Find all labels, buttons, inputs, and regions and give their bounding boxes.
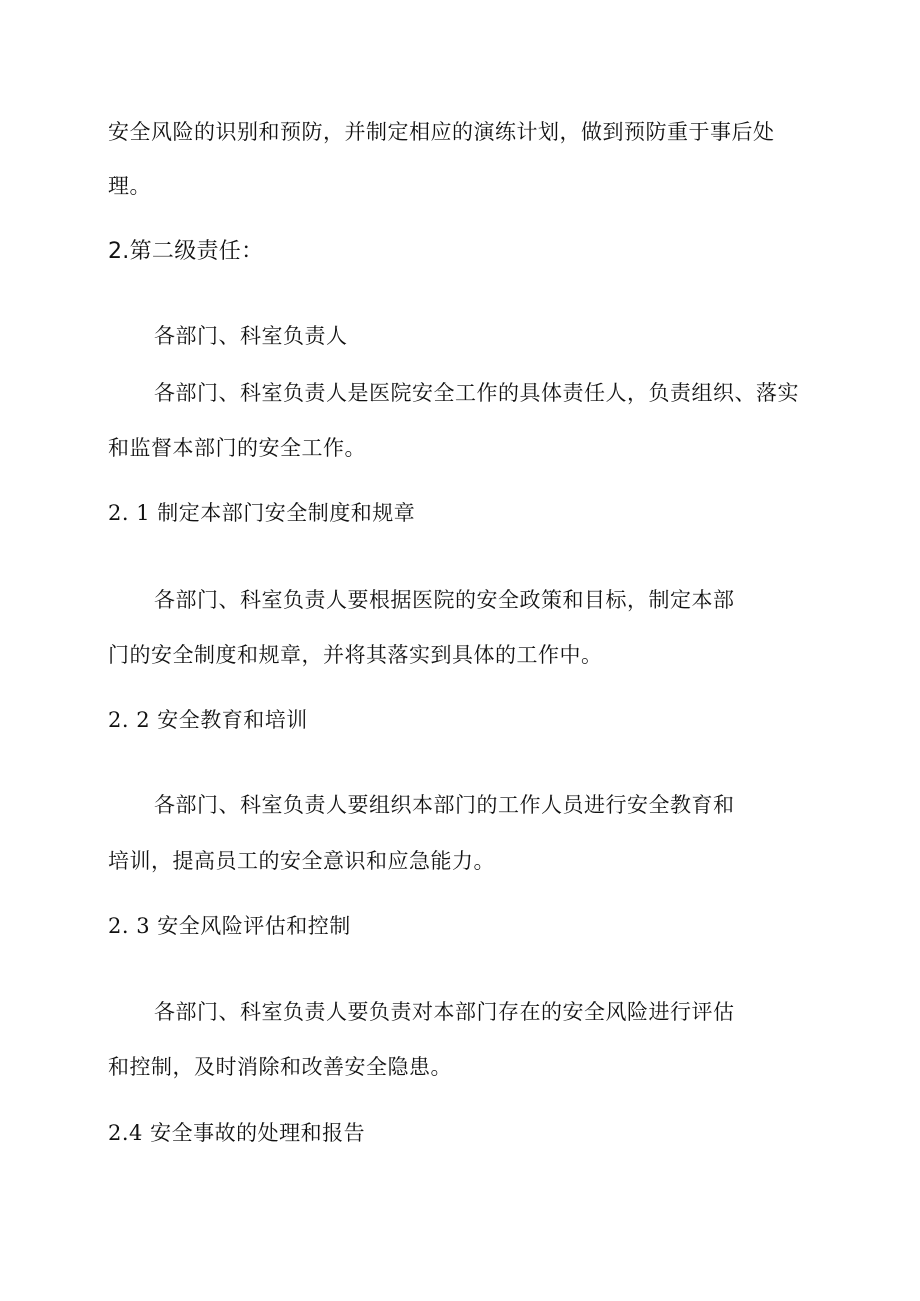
role-description-line-1: 各部门、科室负责人是医院安全工作的具体责任人，负责组织、落实 (154, 381, 799, 405)
item-2-line-2: 培训，提高员工的安全意识和应急能力。 (108, 849, 495, 873)
item-3-line-1: 各部门、科室负责人要负责对本部门存在的安全风险进行评估 (154, 1000, 735, 1024)
item-3-line-2: 和控制，及时消除和改善安全隐患。 (108, 1055, 452, 1079)
item-2-heading: 2. 2 安全教育和培训 (108, 708, 308, 732)
item-4-heading: 2.4 安全事故的处理和报告 (108, 1121, 366, 1145)
role-description-line-2: 和监督本部门的安全工作。 (108, 436, 366, 460)
intro-line-2: 理。 (108, 174, 151, 198)
item-1-line-2: 门的安全制度和规章，并将其落实到具体的工作中。 (108, 643, 603, 667)
item-1-line-1: 各部门、科室负责人要根据医院的安全政策和目标，制定本部 (154, 588, 735, 612)
role-title: 各部门、科室负责人 (154, 324, 348, 348)
section-heading: 2.第二级责任： (108, 239, 264, 264)
intro-line-1: 安全风险的识别和预防，并制定相应的演练计划，做到预防重于事后处 (108, 120, 775, 144)
item-3-heading: 2. 3 安全风险评估和控制 (108, 914, 351, 938)
item-2-line-1: 各部门、科室负责人要组织本部门的工作人员进行安全教育和 (154, 793, 735, 817)
item-1-heading: 2. 1 制定本部门安全制度和规章 (108, 501, 416, 525)
